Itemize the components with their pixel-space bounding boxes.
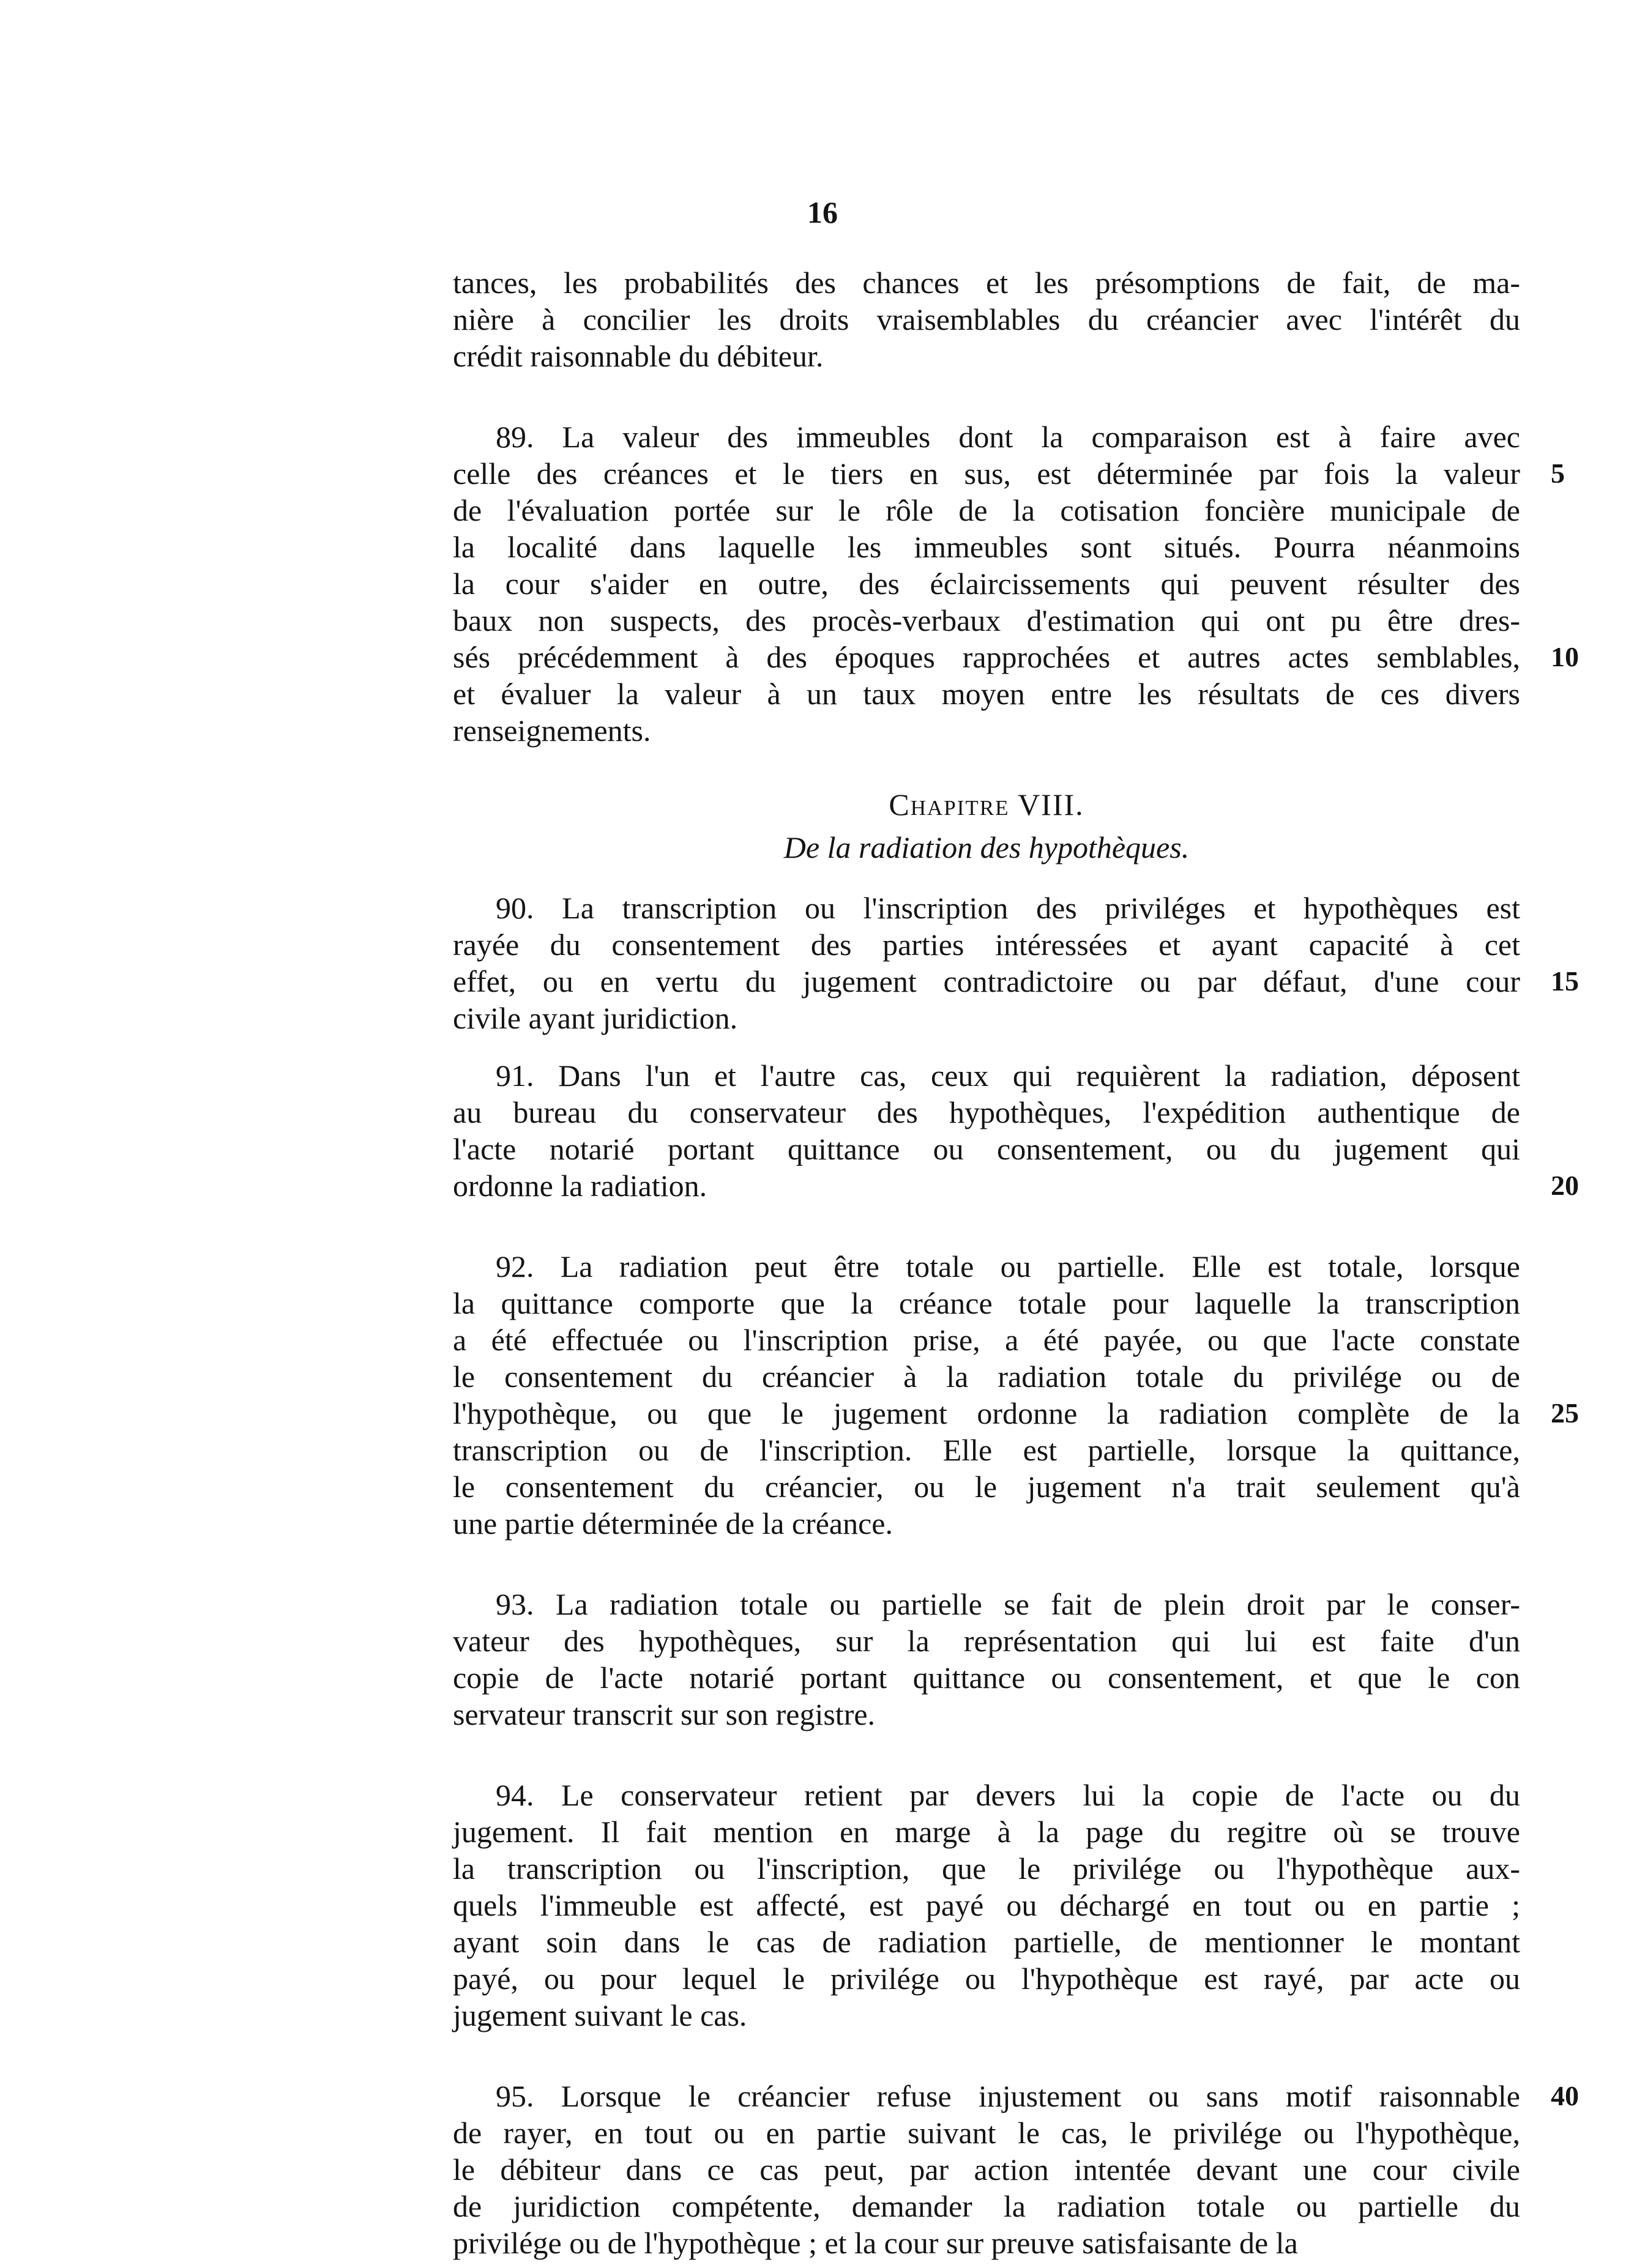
paragraph-95 — [453, 2078, 1579, 2261]
line-text: au bureau du conservateur des hypothèques, l'expédition authentique de — [453, 1095, 1520, 1129]
text-line — [453, 264, 1520, 301]
text-line — [453, 890, 1520, 926]
text-line — [453, 1322, 1520, 1358]
text-line — [453, 1094, 1520, 1131]
text-line — [453, 1887, 1520, 1924]
chapter-label: Chapitre VIII. — [889, 787, 1084, 822]
text-line — [453, 1358, 1520, 1395]
text-line — [453, 1696, 1520, 1733]
text-line — [453, 963, 1579, 1000]
text-line — [453, 529, 1520, 565]
text-line — [453, 602, 1520, 639]
margin-line-number: 20 — [1551, 1170, 1579, 1201]
line-text: la cour s'aider en outre, des éclaircissements qui peuvent résulter des — [453, 567, 1520, 601]
text-column — [453, 264, 1579, 2261]
text-line — [453, 1850, 1520, 1887]
line-text: jugement suivant le cas. — [453, 1998, 747, 2032]
text-line — [453, 712, 1520, 749]
margin-line-number: 40 — [1551, 2080, 1579, 2111]
line-text: transcription ou de l'inscription. Elle est partielle, lorsque la quittance, — [453, 1433, 1520, 1467]
line-text: vateur des hypothèques, sur la représentation qui lui est faite d'un — [453, 1624, 1520, 1658]
margin-line-number: 5 — [1551, 458, 1565, 489]
text-line — [453, 1131, 1520, 1167]
line-text: tances, les probabilités des chances et les présomptions de fait, de ma- — [453, 266, 1520, 300]
line-text: la localité dans laquelle les immeubles sont situés. Pourra néanmoins — [453, 530, 1520, 564]
text-line — [453, 2151, 1520, 2188]
line-text: 92. La radiation peut être totale ou partielle. Elle est totale, lorsque — [496, 1249, 1520, 1284]
line-text: le consentement du créancier à la radiation totale du privilége ou de — [453, 1359, 1520, 1394]
text-line — [453, 1960, 1520, 1997]
text-line — [453, 1248, 1520, 1285]
margin-line-number: 15 — [1551, 965, 1579, 997]
line-text: civile ayant juridiction. — [453, 1001, 738, 1035]
text-line — [453, 2078, 1579, 2114]
line-text: nière à concilier les droits vraisemblables du créancier avec l'intérêt du — [453, 302, 1520, 336]
line-text: baux non suspects, des procès-verbaux d'estimation qui ont pu être dres- — [453, 603, 1520, 638]
text-line — [453, 1432, 1520, 1468]
line-text: 89. La valeur des immeubles dont la comparaison est à faire avec — [496, 420, 1520, 454]
line-text: servateur transcrit sur son registre. — [453, 1697, 876, 1731]
line-text: 94. Le conservateur retient par devers lui la copie de l'acte ou du — [496, 1778, 1520, 1812]
chapter-heading — [453, 783, 1520, 826]
line-text: ayant soin dans le cas de radiation partielle, de mentionner le montant — [453, 1925, 1520, 1959]
line-text: la transcription ou l'inscription, que le privilége ou l'hypothèque aux- — [453, 1851, 1520, 1886]
text-line — [453, 565, 1520, 602]
paragraph-90 — [453, 890, 1579, 1036]
line-text: de juridiction compétente, demander la radiation totale ou partielle du — [453, 2189, 1520, 2223]
text-line — [453, 1285, 1520, 1322]
page-number: 16 — [807, 195, 838, 229]
margin-line-number: 10 — [1551, 641, 1579, 672]
line-text: de l'évaluation portée sur le rôle de la cotisation foncière municipale de — [453, 493, 1520, 527]
text-line — [453, 418, 1520, 455]
line-text: renseignements. — [453, 713, 651, 748]
line-text: ordonne la radiation. — [453, 1169, 707, 1203]
text-line — [453, 2188, 1520, 2225]
line-text: l'acte notarié portant quittance ou consentement, ou du jugement qui — [453, 1132, 1520, 1166]
text-line — [453, 1395, 1579, 1432]
text-line — [453, 1997, 1520, 2034]
line-text: jugement. Il fait mention en marge à la page du regitre où se trouve — [453, 1815, 1520, 1849]
text-line — [453, 1000, 1520, 1036]
line-text: privilége ou de l'hypothèque ; et la cour sur preuve satisfaisante de la — [453, 2226, 1298, 2260]
text-line — [453, 1167, 1579, 1204]
chapter-title: De la radiation des hypothèques. — [783, 830, 1190, 864]
text-line — [453, 1659, 1520, 1696]
text-line — [453, 2114, 1520, 2151]
paragraph-continued — [453, 264, 1520, 374]
paragraph-92 — [453, 1248, 1579, 1542]
line-text: 93. La radiation totale ou partielle se fait de plein droit par le conser- — [496, 1587, 1520, 1621]
text-line — [453, 1057, 1520, 1094]
line-text: effet, ou en vertu du jugement contradictoire ou par défaut, d'une cour — [453, 964, 1520, 998]
line-text: sés précédemment à des époques rapprochées et autres actes semblables, — [453, 640, 1520, 674]
paragraph-91 — [453, 1057, 1579, 1204]
paragraph-94 — [453, 1777, 1520, 2034]
text-line — [453, 338, 1520, 374]
text-line — [453, 2225, 1520, 2261]
line-text: 90. La transcription ou l'inscription des priviléges et hypothèques est — [496, 891, 1520, 925]
line-text: 91. Dans l'un et l'autre cas, ceux qui requièrent la radiation, déposent — [496, 1058, 1520, 1093]
text-line — [453, 639, 1579, 675]
text-line — [453, 301, 1520, 338]
line-text: a été effectuée ou l'inscription prise, a été payée, ou que l'acte constate — [453, 1323, 1520, 1357]
paragraph-93 — [453, 1586, 1520, 1733]
line-text: rayée du consentement des parties intéressées et ayant capacité à cet — [453, 928, 1520, 962]
line-text: quels l'immeuble est affecté, est payé ou déchargé en tout ou en partie ; — [453, 1888, 1520, 1922]
text-line — [453, 1623, 1520, 1659]
text-line — [453, 1586, 1520, 1623]
text-line — [453, 1777, 1520, 1813]
line-text: le consentement du créancier, ou le jugement n'a trait seulement qu'à — [453, 1470, 1520, 1504]
text-line — [453, 675, 1520, 712]
margin-line-number: 25 — [1551, 1397, 1579, 1429]
text-line — [453, 926, 1520, 963]
line-text: payé, ou pour lequel le privilége ou l'hypothèque est rayé, par acte ou — [453, 1961, 1520, 1996]
text-line — [453, 1468, 1520, 1505]
line-text: celle des créances et le tiers en sus, est déterminée par fois la valeur — [453, 456, 1520, 491]
line-text: l'hypothèque, ou que le jugement ordonne la radiation complète de la — [453, 1396, 1520, 1430]
line-text: crédit raisonnable du débiteur. — [453, 339, 824, 373]
line-text: une partie déterminée de la créance. — [453, 1506, 893, 1541]
text-line — [453, 1924, 1520, 1960]
text-line — [453, 1505, 1520, 1542]
line-text: et évaluer la valeur à un taux moyen entre les résultats de ces divers — [453, 677, 1520, 711]
text-line — [453, 455, 1565, 492]
text-line — [453, 1813, 1520, 1850]
line-text: de rayer, en tout ou en partie suivant le cas, le privilége ou l'hypothèque, — [453, 2116, 1520, 2150]
line-text: le débiteur dans ce cas peut, par action intentée devant une cour civile — [453, 2152, 1520, 2187]
paragraph-89 — [453, 418, 1579, 749]
line-text: 95. Lorsque le créancier refuse injustement ou sans motif raisonnable — [496, 2079, 1520, 2113]
text-line — [453, 492, 1520, 529]
line-text: copie de l'acte notarié portant quittance ou consentement, et que le con — [453, 1660, 1520, 1695]
line-text: la quittance comporte que la créance totale pour laquelle la transcription — [453, 1286, 1520, 1320]
